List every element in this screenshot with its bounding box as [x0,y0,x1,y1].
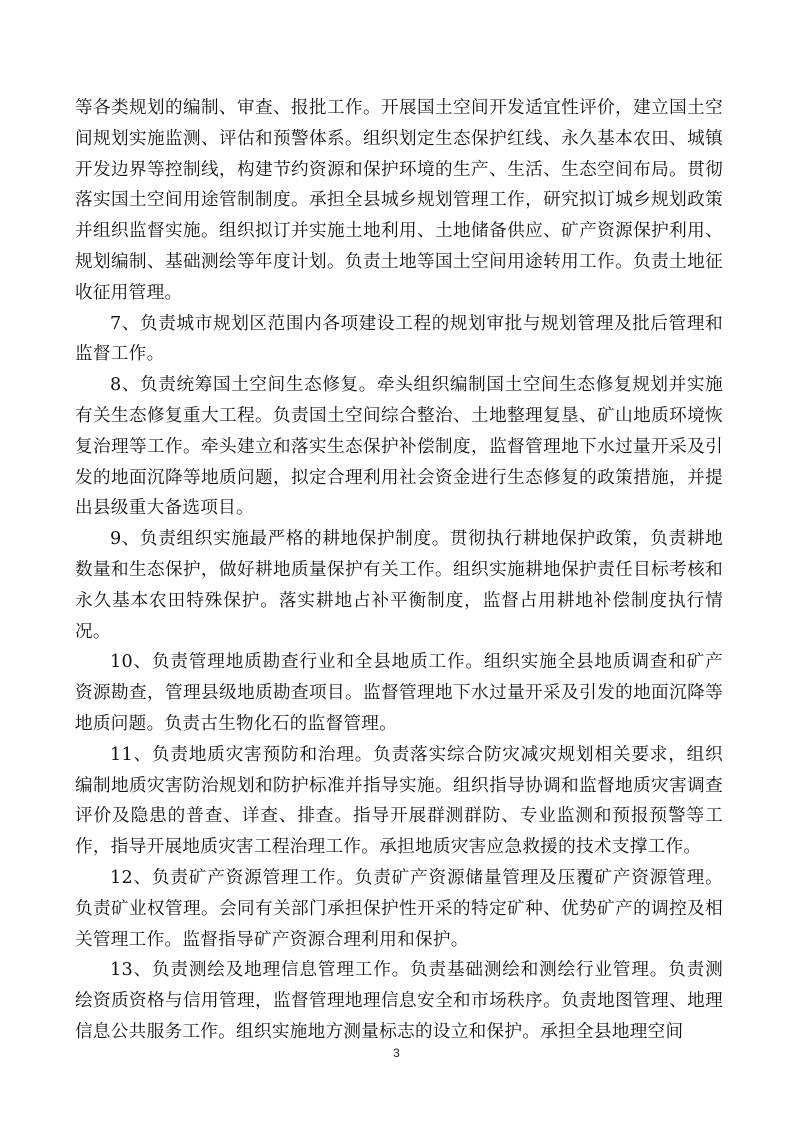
paragraph-item-7: 7、负责城市规划区范围内各项建设工程的规划审批与规划管理及批后管理和监督工作。 [75,313,723,365]
paragraph-item-9: 9、负责组织实施最严格的耕地保护制度。贯彻执行耕地保护政策，负责耕地数量和生态保护，做好耕地质量保护有关工作。组织实施耕地保护责任目标考核和永久基本农田特殊保护。落实耕地占补平衡制度，监督占用耕地补偿制度执行情况。 [75,529,723,642]
paragraph-item-11: 11、负责地质灾害预防和治理。负责落实综合防灾减灾规划相关要求，组织编制地质灾害防治规划和防护标准并指导实施。组织指导协调和监督地质灾害调查评价及隐患的普查、详查、排查。指导开展群测群防、专业监测和预报预警等工作，指导开展地质灾害工程治理工作。承担地质灾害应急救援的技术支撑工作。 [75,744,723,858]
page-number: 3 [393,1046,400,1060]
paragraph-item-8: 8、负责统筹国土空间生态修复。牵头组织编制国土空间生态修复规划并实施有关生态修复重大工程。负责国土空间综合整治、土地整理复垦、矿山地质环境恢复治理等工作。牵头建立和落实生态保护补偿制度，监督管理地下水过量开采及引发的地面沉降等地质问题，拟定合理利用社会资金进行生态修复的政策措施，并提出县级重大备选项目。 [75,375,723,519]
paragraph-item-12: 12、负责矿产资源管理工作。负责矿产资源储量管理及压覆矿产资源管理。负责矿业权管理。会同有关部门承担保护性开采的特定矿种、优势矿产的调控及相关管理工作。监督指导矿产资源合理利用和保护。 [75,867,723,950]
body-text [75,93,723,1048]
paragraph-continued: 等各类规划的编制、审查、报批工作。开展国土空间开发适宜性评价，建立国土空间规划实施监测、评估和预警体系。组织划定生态保护红线、永久基本农田、城镇开发边界等控制线，构建节约资源和保护环境的生产、生活、生态空间布局。贯彻落实国土空间用途管制制度。承担全县城乡规划管理工作，研究拟订城乡规划政策并组织监督实施。组织拟订并实施土地利用、土地储备供应、矿产资源保护利用、规划编制、基础测绘等年度计划。负责土地等国土空间用途转用工作。负责土地征收征用管理。 [75,98,723,303]
paragraph-item-10: 10、负责管理地质勘查行业和全县地质工作。组织实施全县地质调查和矿产资源勘查，管理县级地质勘查项目。监督管理地下水过量开采及引发的地面沉降等地质问题。负责古生物化石的监督管理。 [75,652,723,734]
paragraph-item-13: 13、负责测绘及地理信息管理工作。负责基础测绘和测绘行业管理。负责测绘资质资格与信用管理，监督管理地理信息安全和市场秩序。负责地图管理、地理信息公共服务工作。组织实施地方测量标志的设立和保护。承担全县地理空间 [75,960,723,1042]
